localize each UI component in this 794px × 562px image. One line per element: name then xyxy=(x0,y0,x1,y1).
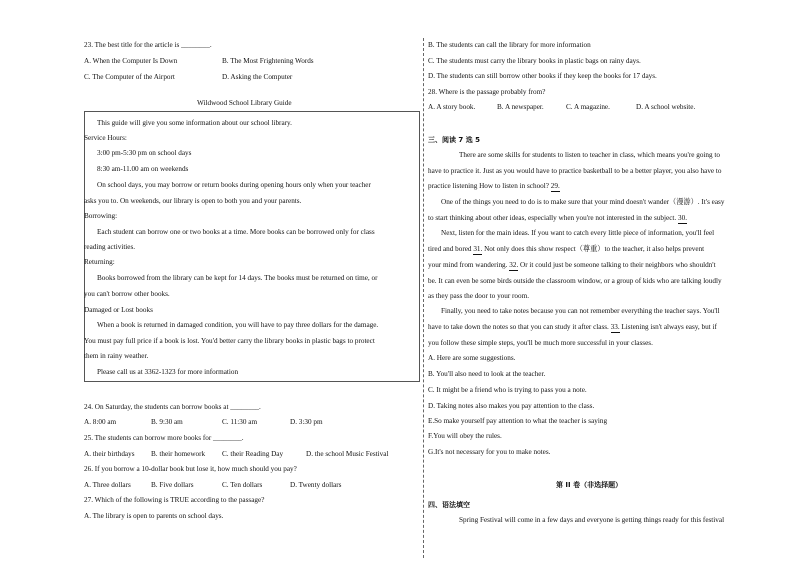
guide-heading: Service Hours: xyxy=(84,134,127,142)
q26-option-b: B. Five dollars xyxy=(151,481,194,489)
passage-line: have to practice it. Just as you would have to practice basketball to be a better player, you also have to xyxy=(428,167,722,175)
q24-option-d: D. 3:30 pm xyxy=(290,418,323,426)
q28-option-b: B. A newspaper. xyxy=(497,103,544,111)
guide-heading: Damaged or Lost books xyxy=(84,306,153,314)
passage-line: tired and bored 31. Not only does this show respect（尊重）to the teacher, it also helps prevent xyxy=(428,245,705,253)
guide-heading: Borrowing: xyxy=(84,212,118,220)
guide-title: Wildwood School Library Guide xyxy=(197,99,292,107)
q24-stem: 24. On Saturday, the students can borrow books at ________. xyxy=(84,403,261,411)
blank-33[interactable]: 33. xyxy=(610,323,620,331)
blank-32[interactable]: 32. xyxy=(509,261,519,269)
option-d: D. Taking notes also makes you pay attention to the class. xyxy=(428,402,595,410)
q26-option-a: A. Three dollars xyxy=(84,481,131,489)
q24-option-c: C. 11:30 am xyxy=(222,418,258,426)
guide-line: you can't borrow other books. xyxy=(84,290,170,298)
guide-line: them in rainy weather. xyxy=(84,352,149,360)
passage-line: your mind from wandering. 32. Or it could just be someone talking to their neighbors who shouldn't xyxy=(428,261,716,269)
guide-line: When a book is returned in damaged condition, you will have to pay three dollars for the damage. xyxy=(97,321,379,329)
option-c: C. It might be a friend who is trying to pass you a note. xyxy=(428,386,587,394)
q28-option-c: C. A magazine. xyxy=(566,103,610,111)
q28-option-d: D. A school website. xyxy=(636,103,696,111)
passage-line: you follow these simple steps, you'll be much more successful in your classes. xyxy=(428,339,653,347)
q27-option-d: D. The students can still borrow other books if they keep the books for 17 days. xyxy=(428,72,657,80)
guide-line: Books borrowed from the library can be kept for 14 days. The books must be returned on time, or xyxy=(97,274,378,282)
q25-option-c: C. their Reading Day xyxy=(222,450,284,458)
passage-line: be. It can even be some birds outside the classroom window, or a group of kids who are talking loudly xyxy=(428,277,722,285)
column-divider xyxy=(423,38,424,558)
q25-option-d: D. the school Music Festival xyxy=(306,450,389,458)
passage-line: Spring Festival will come in a few days and everyone is getting things ready for this festival xyxy=(459,516,725,524)
q23-option-b: B. The Most Frightening Words xyxy=(222,57,314,65)
passage-line: Finally, you need to take notes because you can not remember everything the teacher says. You'll xyxy=(441,307,720,315)
q24-option-b: B. 9:30 am xyxy=(151,418,183,426)
guide-line: You must pay full price if a book is lost. You'd better carry the library books in plastic bags to protect xyxy=(84,337,375,345)
q26-option-c: C. Ten dollars xyxy=(222,481,263,489)
section-3-heading: 三、阅读 7 选 5 xyxy=(428,136,481,144)
part-2-heading: 第 II 卷（非选择题） xyxy=(556,481,623,489)
q23-option-d: D. Asking the Computer xyxy=(222,73,293,81)
q26-stem: 26. If you borrow a 10-dollar book but lose it, how much should you pay? xyxy=(84,465,297,473)
guide-line: 8:30 am-11.00 am on weekends xyxy=(97,165,189,173)
passage-line: to start thinking about other ideas, especially when you're not interested in the subject. 30. xyxy=(428,214,687,222)
section-4-heading: 四、语法填空 xyxy=(428,501,470,509)
option-g: G.It's not necessary for you to make notes. xyxy=(428,448,551,456)
blank-29[interactable]: 29. xyxy=(550,182,560,190)
q25-stem: 25. The students can borrow more books for ________. xyxy=(84,434,244,442)
q27-option-c: C. The students must carry the library books in plastic bags on rainy days. xyxy=(428,57,641,65)
q26-option-d: D. Twenty dollars xyxy=(290,481,342,489)
q23-option-a: A. When the Computer Is Down xyxy=(84,57,178,65)
q23-option-c: C. The Computer of the Airport xyxy=(84,73,175,81)
q28-stem: 28. Where is the passage probably from? xyxy=(428,88,546,96)
blank-31[interactable]: 31. xyxy=(473,245,483,253)
guide-line: reading activities. xyxy=(84,243,136,251)
option-f: F.You will obey the rules. xyxy=(428,432,502,440)
option-b: B. You'll also need to look at the teacher. xyxy=(428,370,546,378)
guide-line: 3:00 pm-5:30 pm on school days xyxy=(97,149,192,157)
guide-line: Please call us at 3362-1323 for more information xyxy=(97,368,239,376)
q27-option-b: B. The students can call the library for more information xyxy=(428,41,591,49)
option-a: A. Here are some suggestions. xyxy=(428,354,516,362)
q28-option-a: A. A story book. xyxy=(428,103,476,111)
passage-line: There are some skills for students to listen to teacher in class, which means you're going to xyxy=(459,151,720,159)
passage-line: One of the things you need to do is to make sure that your mind doesn't wander（漫游）. It's easy xyxy=(441,198,725,206)
q27-option-a: A. The library is open to parents on school days. xyxy=(84,512,224,520)
guide-line: Each student can borrow one or two books at a time. More books can be borrowed only for class xyxy=(97,228,375,236)
q23-stem: 23. The best title for the article is ________. xyxy=(84,41,212,49)
guide-heading: Returning: xyxy=(84,258,115,266)
q24-option-a: A. 8:00 am xyxy=(84,418,117,426)
passage-line: as they pass the door to your room. xyxy=(428,292,530,300)
guide-line: On school days, you may borrow or return books during opening hours only when your teacher xyxy=(97,181,371,189)
guide-line: asks you to. On weekends, our library is open to both you and your parents. xyxy=(84,197,302,205)
passage-line: practice listening How to listen in school? 29. xyxy=(428,182,560,190)
blank-30[interactable]: 30. xyxy=(678,214,687,222)
q25-option-b: B. their homework xyxy=(151,450,206,458)
guide-line: This guide will give you some information about our school library. xyxy=(97,119,292,127)
q25-option-a: A. their birthdays xyxy=(84,450,135,458)
passage-line: have to take down the notes so that you can study it after class. 33. Listening isn't always easy, but if xyxy=(428,323,717,331)
option-e: E.So make yourself pay attention to what the teacher is saying xyxy=(428,417,608,425)
passage-line: Next, listen for the main ideas. If you want to catch every little piece of information, you'll feel xyxy=(441,229,715,237)
q27-stem: 27. Which of the following is TRUE according to the passage? xyxy=(84,496,265,504)
